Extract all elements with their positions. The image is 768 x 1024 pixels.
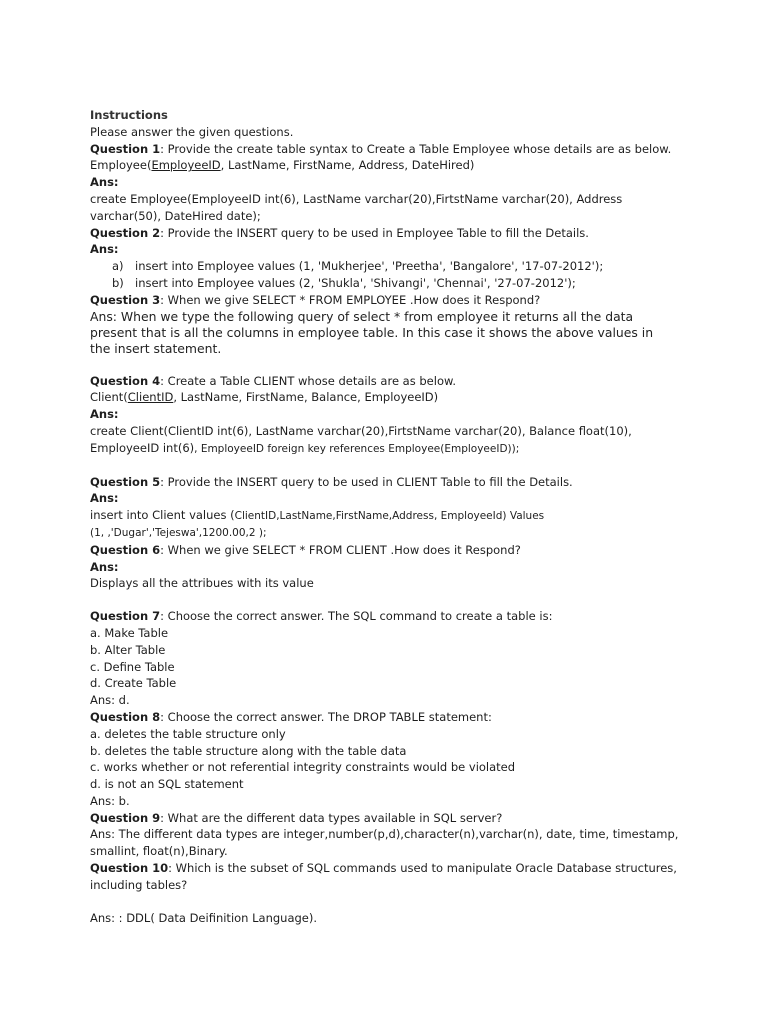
question-4-schema [90, 389, 690, 406]
question-4-label: Question 4 [90, 373, 161, 388]
question-1-answer-line: varchar(50), DateHired date); [90, 208, 261, 223]
option-item: c. Define Table [90, 659, 175, 674]
question-5-answer-line [90, 507, 690, 525]
option-item: c. works whether or not referential integrity constraints would be violated [90, 760, 516, 775]
answer-part: EmployeeID int(6) [90, 440, 195, 455]
question-7 [90, 608, 690, 625]
spacer [90, 357, 690, 373]
question-4-ans-label: Ans: [90, 407, 119, 422]
question-1-ans-label: Ans: [90, 175, 119, 190]
question-2-label: Question 2 [90, 225, 161, 240]
intro-text: Please answer the given questions. [90, 124, 294, 139]
question-6 [90, 542, 690, 559]
schema-primary-key: ClientID [127, 390, 174, 405]
question-5-text: : Provide the INSERT query to be used in CLIENT Table to fill the Details. [160, 474, 573, 489]
answer-part: , EmployeeID foreign key references Employee(EmployeeID)); [194, 442, 520, 455]
question-2 [90, 225, 690, 242]
question-3 [90, 292, 690, 309]
question-3-answer-line: Ans: When we type the following query of select * from employee it returns all the data [90, 308, 634, 324]
question-10-text-cont: including tables? [90, 877, 188, 892]
question-1-answer-line: create Employee(EmployeeID int(6), LastName varchar(20),FirtstName varchar(20), Address [90, 191, 623, 206]
option-item: b. deletes the table structure along with the table data [90, 743, 407, 758]
question-4 [90, 373, 690, 390]
option-item: a. Make Table [90, 625, 169, 640]
list-item-text: insert into Employee values (2, 'Shukla', 'Shivangi', 'Chennai', '27-07-2012'); [135, 275, 576, 290]
question-10 [90, 860, 690, 877]
list-marker: b) [112, 275, 124, 290]
option-item: d. is not an SQL statement [90, 777, 244, 792]
list-item [90, 258, 690, 275]
option-item: b. Alter Table [90, 642, 166, 657]
option-item: a. deletes the table structure only [90, 726, 286, 741]
schema-primary-key: EmployeeID [151, 158, 221, 173]
question-9-answer-line: smallint, float(n),Binary. [90, 844, 228, 859]
question-10-label: Question 10 [90, 861, 169, 876]
schema-fields: , LastName, FirstName, Balance, EmployeeID) [173, 390, 439, 405]
question-1 [90, 141, 690, 158]
question-4-text: : Create a Table CLIENT whose details are as below. [160, 373, 456, 388]
question-10-text: : Which is the subset of SQL commands used to manipulate Oracle Database structures, [168, 861, 677, 876]
question-5-answer-line: (1, ,'Dugar','Tejeswa',1200.00,2 ); [90, 526, 267, 539]
list-marker: a) [112, 259, 124, 274]
question-7-answer: Ans: d. [90, 693, 130, 708]
spacer [90, 592, 690, 608]
question-5-ans-label: Ans: [90, 491, 119, 506]
question-5-label: Question 5 [90, 474, 161, 489]
question-6-text: : When we give SELECT * FROM CLIENT .How does it Respond? [160, 542, 521, 557]
question-7-label: Question 7 [90, 609, 161, 624]
question-9-label: Question 9 [90, 810, 161, 825]
question-8 [90, 709, 690, 726]
question-1-text: : Provide the create table syntax to Create a Table Employee whose details are as below. [160, 141, 672, 156]
instructions-heading: Instructions [90, 108, 168, 122]
schema-prefix: Employee( [90, 158, 152, 173]
question-2-ans-label: Ans: [90, 242, 119, 257]
question-3-text: : When we give SELECT * FROM EMPLOYEE .How does it Respond? [160, 292, 541, 307]
question-8-text: : Choose the correct answer. The DROP TABLE statement: [160, 709, 492, 724]
question-1-schema [90, 157, 690, 174]
question-6-label: Question 6 [90, 542, 161, 557]
question-9-text: : What are the different data types available in SQL server? [160, 810, 503, 825]
question-9 [90, 810, 690, 827]
schema-prefix: Client( [90, 390, 128, 405]
question-2-text: : Provide the INSERT query to be used in Employee Table to fill the Details. [160, 225, 589, 240]
question-6-answer-line: Displays all the attribues with its value [90, 576, 314, 591]
question-1-label: Question 1 [90, 141, 161, 156]
question-3-answer-line: the insert statement. [90, 340, 222, 356]
answer-part: insert into Client values ( [90, 508, 235, 523]
question-6-ans-label: Ans: [90, 559, 119, 574]
question-10-answer: Ans: : DDL( Data Deifinition Language). [90, 910, 318, 925]
question-8-label: Question 8 [90, 709, 161, 724]
list-item [90, 275, 690, 292]
option-item: d. Create Table [90, 676, 177, 691]
question-4-answer-line: create Client(ClientID int(6), LastName varchar(20),FirtstName varchar(20), Balance float(10), [90, 423, 632, 438]
document-body [90, 107, 690, 926]
question-7-text: : Choose the correct answer. The SQL command to create a table is: [160, 609, 553, 624]
spacer [90, 458, 690, 474]
question-3-label: Question 3 [90, 292, 161, 307]
question-8-answer: Ans: b. [90, 793, 130, 808]
question-4-answer-line [90, 440, 690, 458]
list-item-text: insert into Employee values (1, 'Mukherjee', 'Preetha', 'Bangalore', '17-07-2012'); [135, 259, 604, 274]
answer-part: ClientID,LastName,FirstName,Address, EmployeeId) Values [234, 510, 545, 523]
question-9-answer-line: Ans: The different data types are integer,number(p,d),character(n),varchar(n), date, time, timestamp, [90, 827, 679, 842]
schema-fields: , LastName, FirstName, Address, DateHired) [220, 158, 475, 173]
question-5 [90, 474, 690, 491]
spacer [90, 894, 690, 910]
question-3-answer-line: present that is all the columns in employee table. In this case it shows the above values in [90, 324, 654, 340]
